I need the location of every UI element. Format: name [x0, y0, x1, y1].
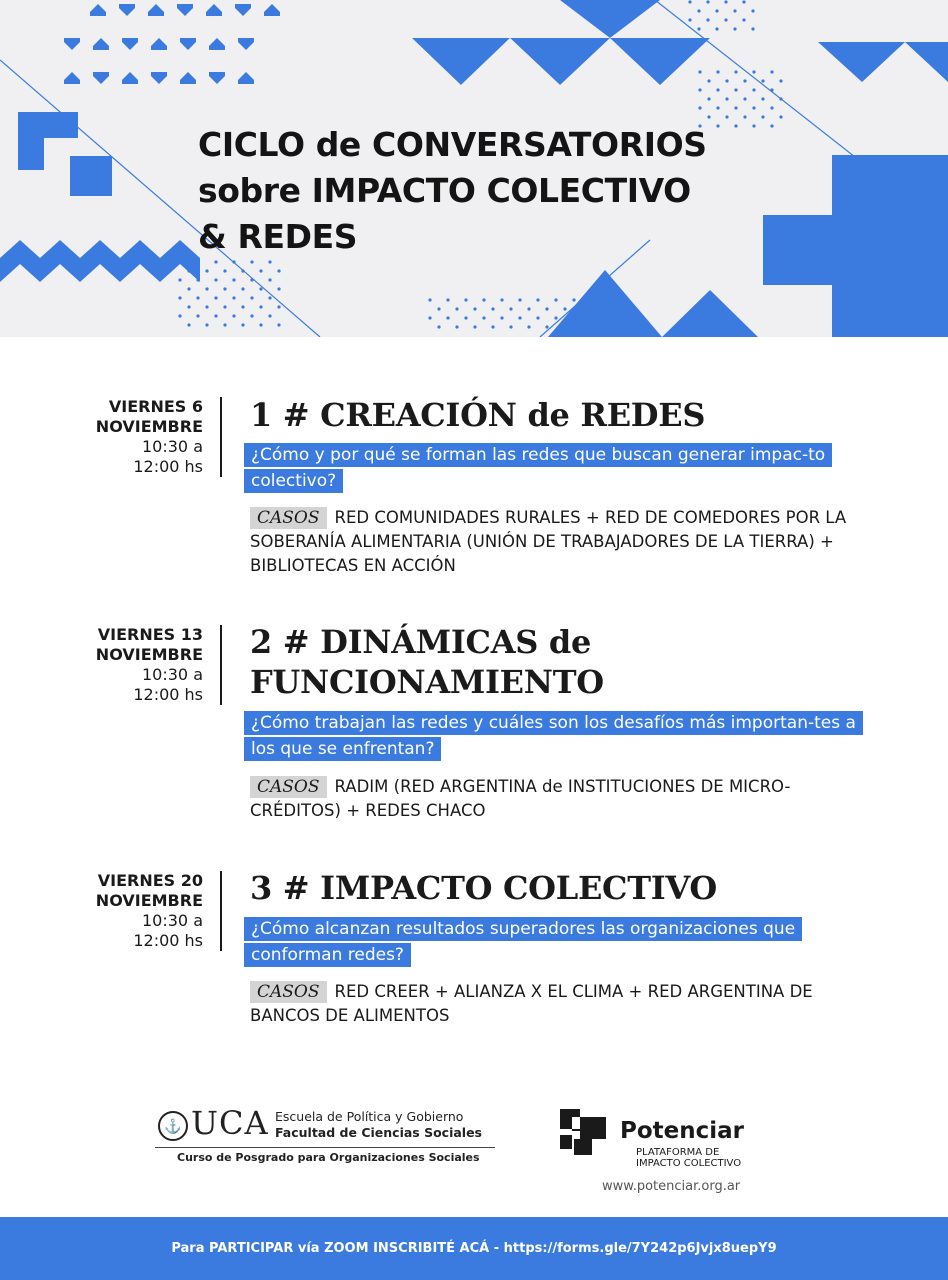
dot-decoration: [743, 115, 746, 118]
dot-decoration: [734, 124, 737, 127]
dot-decoration: [241, 287, 244, 290]
potenciar-subtitle: PLATAFORMA DE IMPACTO COLECTIVO: [636, 1147, 742, 1169]
dot-decoration: [250, 260, 253, 263]
registration-footer: [0, 1217, 948, 1280]
session-day: VIERNES 20: [97, 871, 203, 890]
dot-decoration: [455, 307, 458, 310]
dot-decoration: [752, 124, 755, 127]
event-title: [198, 122, 707, 260]
dot-decoration: [724, 0, 727, 3]
dot-decoration: [214, 314, 217, 317]
dot-decoration: [518, 298, 521, 301]
chevron-decoration: [64, 38, 80, 50]
dot-decoration: [761, 115, 764, 118]
session-casos: [250, 775, 860, 823]
session-month: NOVIEMBRE: [95, 645, 203, 664]
dot-decoration: [706, 18, 709, 21]
dot-decoration: [205, 269, 208, 272]
dot-decoration: [196, 314, 199, 317]
dot-decoration: [259, 287, 262, 290]
dot-decoration: [214, 296, 217, 299]
dot-decoration: [232, 296, 235, 299]
dot-decoration: [437, 307, 440, 310]
chevron-decoration: [64, 72, 80, 84]
chevron-decoration: [122, 72, 138, 84]
dot-decoration: [761, 79, 764, 82]
dot-decoration: [733, 9, 736, 12]
dot-decoration: [277, 269, 280, 272]
chevron-decoration: [180, 72, 196, 84]
dot-decoration: [751, 27, 754, 30]
dot-decoration: [268, 296, 271, 299]
session-month: NOVIEMBRE: [95, 417, 203, 436]
dot-decoration: [743, 97, 746, 100]
dot-decoration: [446, 298, 449, 301]
dot-decoration: [698, 88, 701, 91]
session-date: [60, 397, 203, 477]
session-question-text: ¿Cómo y por qué se forman las redes que buscan generar impac-to colectivo?: [244, 443, 832, 493]
dot-decoration: [187, 305, 190, 308]
dot-decoration: [563, 307, 566, 310]
dot-decoration: [779, 115, 782, 118]
dot-decoration: [196, 296, 199, 299]
dot-decoration: [734, 106, 737, 109]
session-time-end: 12:00 hs: [133, 685, 203, 704]
dot-decoration: [259, 269, 262, 272]
dot-decoration: [742, 18, 745, 21]
dot-decoration: [688, 18, 691, 21]
chevron-decoration: [148, 4, 164, 16]
dot-decoration: [223, 269, 226, 272]
chevron-decoration: [177, 4, 193, 16]
dot-decoration: [491, 325, 494, 328]
uca-seal-icon: ⚓: [158, 1111, 188, 1141]
dot-decoration: [590, 298, 593, 301]
divider-line: [220, 397, 222, 477]
session-date: [60, 625, 203, 705]
chevron-decoration: [122, 38, 138, 50]
dot-decoration: [509, 325, 512, 328]
dot-decoration: [688, 0, 691, 3]
dot-decoration: [241, 305, 244, 308]
dot-decoration: [500, 298, 503, 301]
dot-decoration: [742, 0, 745, 3]
dot-decoration: [214, 260, 217, 263]
potenciar-wordmark: Potenciar: [620, 1118, 745, 1144]
chevron-decoration: [151, 72, 167, 84]
dot-decoration: [205, 323, 208, 326]
header-banner: [0, 0, 948, 337]
dot-decoration: [761, 97, 764, 100]
dot-decoration: [725, 79, 728, 82]
dot-decoration: [599, 325, 602, 328]
casos-text: RED CREER + ALIANZA X EL CLIMA + RED ARGENTINA DE BANCOS DE ALIMENTOS: [250, 982, 813, 1025]
dot-decoration: [178, 296, 181, 299]
dot-decoration: [698, 106, 701, 109]
dot-decoration: [707, 115, 710, 118]
chevron-decoration: [235, 4, 251, 16]
session-month: NOVIEMBRE: [95, 891, 203, 910]
session-title-line: 3 # IMPACTO COLECTIVO: [250, 869, 717, 907]
dot-decoration: [590, 316, 593, 319]
session-title-line: FUNCIONAMIENTO: [250, 663, 604, 701]
dot-decoration: [178, 278, 181, 281]
dot-decoration: [232, 278, 235, 281]
dot-decoration: [536, 298, 539, 301]
casos-label: CASOS: [250, 507, 327, 529]
session-title-line: 1 # CREACIÓN de REDES: [250, 396, 706, 434]
chevron-decoration: [119, 4, 135, 16]
dot-decoration: [770, 124, 773, 127]
uca-wordmark: UCA: [191, 1104, 269, 1142]
dot-decoration: [715, 27, 718, 30]
dot-decoration: [482, 316, 485, 319]
dot-decoration: [428, 316, 431, 319]
dot-decoration: [697, 27, 700, 30]
registration-link[interactable]: Para PARTICIPAR vía ZOOM INSCRIBITÉ ACÁ - https://forms.gle/7Y242p6Jvjx8uepY9: [171, 1241, 777, 1256]
dot-decoration: [770, 106, 773, 109]
session-casos: [250, 980, 860, 1028]
dot-decoration: [464, 316, 467, 319]
dot-decoration: [473, 307, 476, 310]
session-title: [250, 395, 705, 435]
dot-decoration: [232, 314, 235, 317]
session-title: [250, 868, 717, 908]
dot-decoration: [715, 9, 718, 12]
uca-faculty: Facultad de Ciencias Sociales: [275, 1125, 483, 1140]
dot-decoration: [178, 314, 181, 317]
dot-decoration: [205, 287, 208, 290]
dot-decoration: [751, 9, 754, 12]
dot-decoration: [581, 307, 584, 310]
dot-decoration: [716, 70, 719, 73]
dot-decoration: [697, 9, 700, 12]
dot-decoration: [725, 97, 728, 100]
chevron-decoration: [238, 72, 254, 84]
dot-decoration: [187, 269, 190, 272]
chevron-decoration: [209, 72, 225, 84]
dot-decoration: [563, 325, 566, 328]
dot-decoration: [214, 278, 217, 281]
potenciar-mark-icon: [560, 1109, 610, 1159]
dot-decoration: [446, 316, 449, 319]
dot-decoration: [716, 124, 719, 127]
dot-decoration: [277, 305, 280, 308]
event-title-line: CICLO de CONVERSATORIOS: [198, 125, 707, 164]
dot-decoration: [752, 70, 755, 73]
casos-text: RADIM (RED ARGENTINA de INSTITUCIONES DE MICRO-CRÉDITOS) + REDES CHACO: [250, 777, 791, 820]
event-title-line: sobre IMPACTO COLECTIVO: [198, 171, 691, 210]
dot-decoration: [779, 79, 782, 82]
session-time-start: 10:30 a: [142, 437, 203, 456]
chevron-decoration: [151, 38, 167, 50]
dot-decoration: [205, 305, 208, 308]
dot-decoration: [733, 27, 736, 30]
chevron-decoration: [264, 4, 280, 16]
dot-decoration: [536, 316, 539, 319]
dot-decoration: [554, 316, 557, 319]
dot-decoration: [707, 97, 710, 100]
dot-decoration: [437, 325, 440, 328]
session-title-line: 2 # DINÁMICAS de: [250, 623, 592, 661]
chevron-decoration: [180, 38, 196, 50]
dot-decoration: [277, 323, 280, 326]
dot-decoration: [716, 106, 719, 109]
dot-decoration: [482, 298, 485, 301]
dot-decoration: [250, 296, 253, 299]
session-question: [244, 442, 864, 494]
dot-decoration: [196, 260, 199, 263]
dot-decoration: [187, 323, 190, 326]
chevron-decoration: [93, 38, 109, 50]
divider-line: [220, 871, 222, 951]
dot-decoration: [178, 260, 181, 263]
uca-school: Escuela de Política y Gobierno: [275, 1109, 464, 1124]
dot-decoration: [554, 298, 557, 301]
dot-decoration: [724, 18, 727, 21]
dot-decoration: [716, 88, 719, 91]
dot-decoration: [500, 316, 503, 319]
chevron-decoration: [93, 72, 109, 84]
dot-decoration: [572, 298, 575, 301]
casos-label: CASOS: [250, 776, 327, 798]
dot-decoration: [187, 287, 190, 290]
dot-decoration: [581, 325, 584, 328]
session-date: [60, 871, 203, 951]
dot-decoration: [599, 307, 602, 310]
dot-decoration: [734, 88, 737, 91]
dot-decoration: [698, 70, 701, 73]
dot-decoration: [527, 325, 530, 328]
dot-decoration: [518, 316, 521, 319]
session-question-text: ¿Cómo trabajan las redes y cuáles son los desafíos más importan-tes a los que se enfrentan?: [244, 711, 863, 761]
dot-decoration: [545, 325, 548, 328]
chevron-decoration: [209, 38, 225, 50]
session-time-end: 12:00 hs: [133, 457, 203, 476]
dot-decoration: [268, 260, 271, 263]
dot-decoration: [241, 323, 244, 326]
uca-divider: [155, 1147, 495, 1148]
dot-decoration: [725, 115, 728, 118]
dot-decoration: [545, 307, 548, 310]
dot-decoration: [734, 70, 737, 73]
potenciar-url[interactable]: www.potenciar.org.ar: [602, 1179, 741, 1194]
dot-decoration: [196, 278, 199, 281]
dot-decoration: [770, 70, 773, 73]
dot-decoration: [743, 79, 746, 82]
dot-decoration: [259, 323, 262, 326]
session-question: [244, 916, 864, 968]
dot-decoration: [223, 323, 226, 326]
session-casos: [250, 506, 860, 578]
uca-course: Curso de Posgrado para Organizaciones Sociales: [177, 1151, 480, 1164]
session-title: [250, 622, 604, 702]
dot-decoration: [277, 287, 280, 290]
dot-decoration: [491, 307, 494, 310]
dot-decoration: [268, 278, 271, 281]
chevron-decoration: [206, 4, 222, 16]
dot-decoration: [223, 305, 226, 308]
dot-decoration: [706, 0, 709, 3]
casos-label: CASOS: [250, 981, 327, 1003]
dot-decoration: [259, 305, 262, 308]
session-time-start: 10:30 a: [142, 665, 203, 684]
session-day: VIERNES 6: [108, 397, 203, 416]
dot-decoration: [752, 106, 755, 109]
session-question: [244, 710, 864, 762]
session-time-start: 10:30 a: [142, 911, 203, 930]
dot-decoration: [509, 307, 512, 310]
dot-decoration: [268, 314, 271, 317]
dot-decoration: [223, 287, 226, 290]
chevron-decoration: [238, 38, 254, 50]
dot-decoration: [250, 314, 253, 317]
dot-decoration: [464, 298, 467, 301]
session-time-end: 12:00 hs: [133, 931, 203, 950]
event-title-line: & REDES: [198, 217, 358, 256]
divider-line: [220, 625, 222, 705]
dot-decoration: [428, 298, 431, 301]
session-question-text: ¿Cómo alcanzan resultados superadores las organizaciones que conforman redes?: [244, 917, 802, 967]
chevron-decoration: [90, 4, 106, 16]
dot-decoration: [527, 307, 530, 310]
logos-row: [0, 1095, 948, 1205]
casos-text: RED COMUNIDADES RURALES + RED DE COMEDORES POR LA SOBERANÍA ALIMENTARIA (UNIÓN DE TRABAJADORES DE LA TIERRA) + BIBLIOTECAS EN ACCIÓN: [250, 508, 847, 575]
dot-decoration: [752, 88, 755, 91]
session-day: VIERNES 13: [97, 625, 203, 644]
dot-decoration: [572, 316, 575, 319]
dot-decoration: [707, 79, 710, 82]
dot-decoration: [455, 325, 458, 328]
dot-decoration: [473, 325, 476, 328]
